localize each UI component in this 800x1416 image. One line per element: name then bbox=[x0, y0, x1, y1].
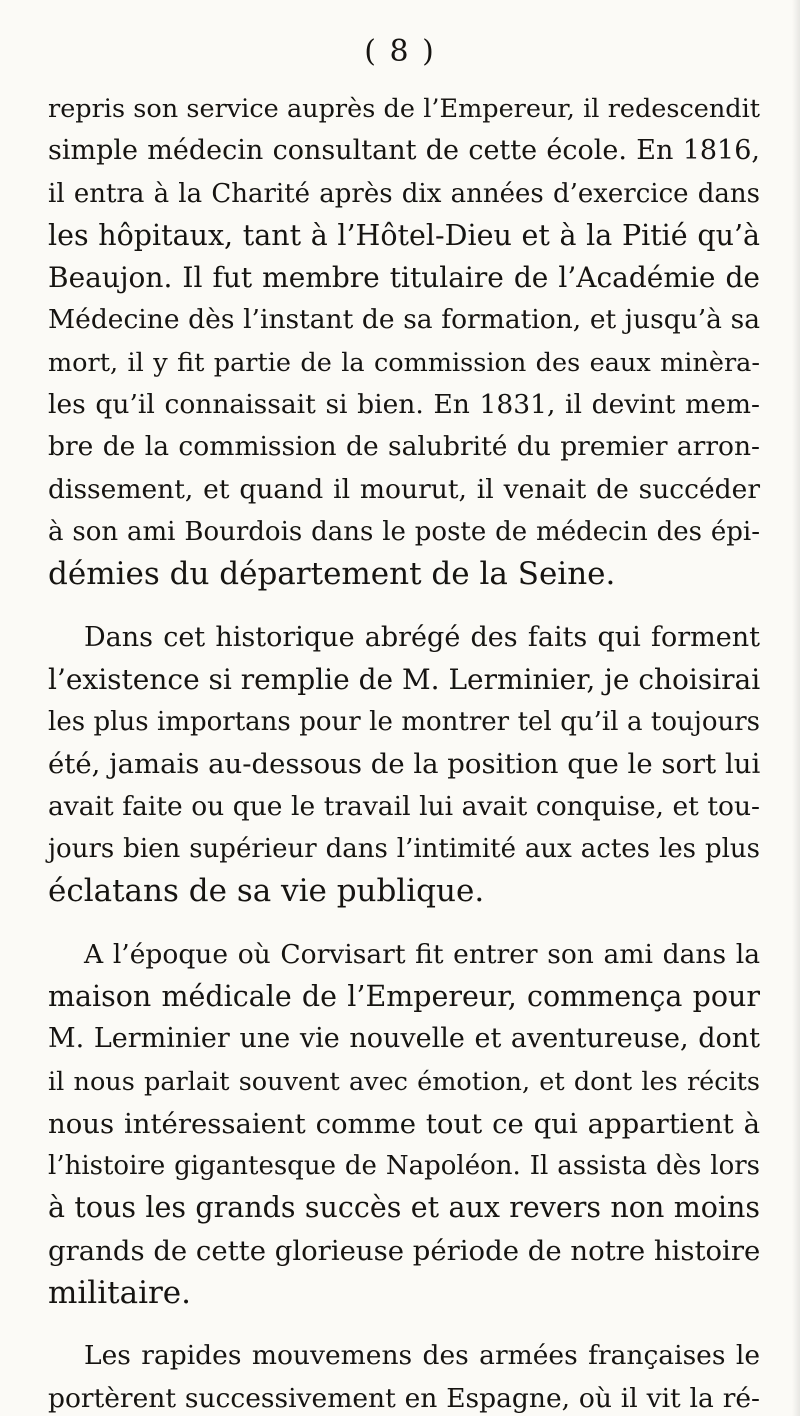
paragraph-gap bbox=[48, 913, 760, 934]
paragraph-1 bbox=[48, 88, 760, 596]
text-line: A l’époque où Corvisart fit entrer son ami dans la bbox=[84, 938, 760, 970]
text-line: éclatans de sa vie publique. bbox=[48, 873, 485, 910]
text-line: militaire. bbox=[48, 1275, 192, 1312]
body-text bbox=[48, 88, 760, 1416]
paragraph-gap bbox=[48, 596, 760, 617]
page-edge-shadow bbox=[792, 0, 800, 1416]
page-number: ( 8 ) bbox=[364, 34, 436, 69]
text-line: à tous les grands succès et aux revers non moins bbox=[48, 1191, 760, 1225]
text-line: à son ami Bourdois dans le poste de médecin des épi- bbox=[48, 516, 760, 547]
text-line: simple médecin consultant de cette école. En 1816, bbox=[48, 135, 760, 167]
text-line: été, jamais au-dessous de la position que le sort lui bbox=[48, 748, 761, 781]
paragraph-3 bbox=[48, 934, 760, 1315]
text-line: l’existence si remplie de M. Lerminier, je choisirai bbox=[48, 662, 761, 696]
text-line: les plus importans pour le montrer tel qu’il a toujours bbox=[48, 707, 760, 738]
text-line: grands de cette glorieuse période de notre histoire bbox=[48, 1234, 761, 1267]
paragraph-2 bbox=[48, 617, 760, 913]
text-line: portèrent successivement en Espagne, où il vit la ré- bbox=[48, 1382, 760, 1414]
text-line: M. Lerminier une vie nouvelle et aventureuse, dont bbox=[48, 1023, 760, 1055]
text-line: l’histoire gigantesque de Napoléon. Il assista dès lors bbox=[48, 1151, 760, 1182]
text-line: maison médicale de l’Empereur, commença pour bbox=[48, 979, 760, 1013]
text-line: il nous parlait souvent avec émotion, et dont les récits bbox=[48, 1066, 760, 1097]
text-line: Médecine dès l’instant de sa formation, et jusqu’à sa bbox=[48, 304, 760, 336]
text-line: les hôpitaux, tant à l’Hôtel-Dieu et à la Pitié qu’à bbox=[48, 218, 760, 252]
text-line: les qu’il connaissait si bien. En 1831, il devint mem- bbox=[48, 389, 760, 421]
text-line: Les rapides mouvemens des armées françaises le bbox=[84, 1340, 760, 1372]
paragraph-gap bbox=[48, 1314, 760, 1335]
text-line: dissement, et quand il mourut, il venait de succéder bbox=[48, 473, 760, 505]
text-line: Beaujon. Il fut membre titulaire de l’Académie de bbox=[48, 261, 760, 295]
text-line: démies du département de la Seine. bbox=[48, 556, 616, 593]
text-line: bre de la commission de salubrité du premier arron- bbox=[48, 431, 760, 463]
text-line: avait faite ou que le travail lui avait conquise, et tou- bbox=[48, 790, 760, 822]
text-line: il entra à la Charité après dix années d’exercice dans bbox=[48, 178, 760, 209]
paragraph-4 bbox=[48, 1335, 760, 1416]
text-line: mort, il y fit partie de la commission des eaux minèra- bbox=[48, 347, 760, 378]
text-line: nous intéressaient comme tout ce qui appartient à bbox=[48, 1107, 760, 1140]
text-line: jours bien supérieur dans l’intimité aux actes les plus bbox=[48, 834, 760, 865]
text-line: Dans cet historique abrégé des faits qui forment bbox=[84, 621, 760, 653]
text-line: repris son service auprès de l’Empereur, il redescendit bbox=[48, 94, 760, 124]
